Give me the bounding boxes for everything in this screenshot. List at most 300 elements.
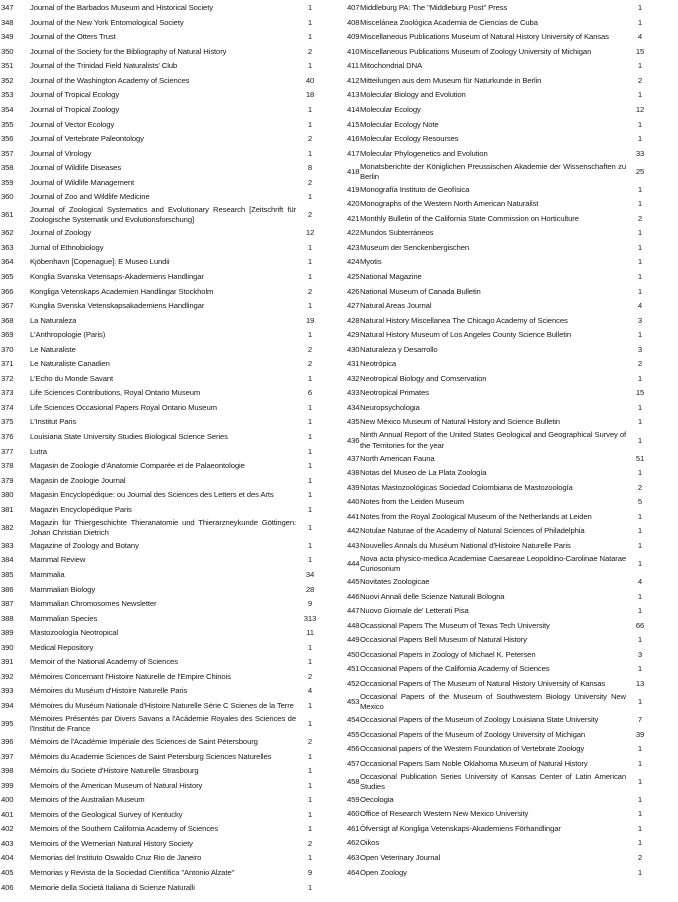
table-row — [0, 16, 330, 31]
record-count: 2 — [307, 46, 313, 56]
table-row — [0, 372, 330, 387]
table-row — [0, 176, 330, 191]
journal-title: Nouvelles Annals du Muséum National d'Histoire Naturelle Paris — [360, 540, 571, 550]
row-number: 355 — [1, 119, 14, 129]
table-row — [330, 793, 678, 808]
journal-title: Mémoires Présentés par Divers Savans a l'Acádemie Royales des Sciences de l'Institut de France — [30, 713, 296, 734]
left-column — [0, 1, 330, 895]
journal-title: Molecular Ecology — [360, 104, 421, 114]
record-count: 2 — [637, 482, 643, 492]
row-number: 425 — [347, 272, 360, 282]
row-number: 360 — [1, 192, 14, 202]
record-count: 1 — [307, 657, 313, 667]
table-row — [0, 314, 330, 329]
record-count: 1 — [307, 475, 313, 485]
row-number: 415 — [347, 119, 360, 129]
record-count: 3 — [637, 315, 643, 325]
table-row — [330, 691, 678, 713]
table-row — [330, 30, 678, 45]
table-row — [0, 459, 330, 474]
row-number: 449 — [347, 635, 360, 645]
row-number: 437 — [347, 453, 360, 463]
row-number: 396 — [1, 737, 14, 747]
row-number: 420 — [347, 199, 360, 209]
journal-title: Novitates Zoologicae — [360, 577, 430, 587]
row-number: 371 — [1, 359, 14, 369]
journal-title: Journal of Wildlife Diseases — [30, 163, 122, 173]
row-number: 379 — [1, 475, 14, 485]
journal-title: Journal of Vertebrate Paleontology — [30, 134, 144, 144]
journal-title: Neotropical Primates — [360, 388, 429, 398]
row-number: 366 — [1, 286, 14, 296]
journal-title: Öfversigt af Kongliga Vetenskaps-Akademiens Förhandlingar — [360, 823, 561, 833]
table-row — [330, 495, 678, 510]
table-row — [0, 779, 330, 794]
journal-title: Journal of Zoology — [30, 228, 92, 238]
table-row — [0, 764, 330, 779]
row-number: 351 — [1, 61, 14, 71]
table-row — [0, 539, 330, 554]
table-row — [330, 619, 678, 634]
table-row — [330, 255, 678, 270]
row-number: 456 — [347, 744, 360, 754]
row-number: 387 — [1, 599, 14, 609]
journal-title: Magazin Encyclopédique Paris — [30, 504, 132, 514]
journal-title: Journal of the Otters Trust — [30, 32, 116, 42]
row-number: 389 — [1, 628, 14, 638]
table-row — [330, 117, 678, 132]
journal-title: Louisiana State University Studies Biological Science Series — [30, 432, 228, 442]
record-count: 1 — [307, 751, 313, 761]
table-row — [0, 146, 330, 161]
record-count: 1 — [307, 432, 313, 442]
journal-title: Journal of Wildlife Management — [30, 177, 135, 187]
table-row — [330, 343, 678, 358]
table-row — [330, 88, 678, 103]
journal-title: Magasin Encyclopédique: ou Journal des Sciences des Letters et des Arts — [30, 490, 274, 500]
journal-title: Mammalia — [30, 570, 65, 579]
table-row — [330, 299, 678, 314]
table-row — [0, 851, 330, 866]
row-number: 377 — [1, 446, 14, 456]
record-count: 1 — [637, 242, 643, 252]
record-count: 19 — [305, 315, 315, 325]
journal-title: Notes from the Royal Zoological Museum of the Netherlands at Leiden — [360, 511, 592, 521]
table-row — [0, 684, 330, 699]
table-row — [0, 328, 330, 343]
row-number: 457 — [347, 758, 360, 768]
record-count: 1 — [637, 17, 643, 27]
table-row — [0, 597, 330, 612]
table-row — [330, 589, 678, 604]
row-number: 427 — [347, 301, 360, 311]
record-count: 313 — [303, 613, 317, 623]
record-count: 1 — [307, 119, 313, 129]
journal-title: Occasional Publication Series University of Kansas Center of Latin American Studies — [360, 771, 626, 791]
record-count: 12 — [635, 104, 645, 114]
record-count: 1 — [307, 402, 313, 412]
journal-title: Mundos Subterráneos — [360, 228, 434, 238]
table-row — [0, 30, 330, 45]
right-column — [330, 1, 678, 895]
record-count: 2 — [307, 286, 313, 296]
journal-title: Monografía Instituto de Geofísica — [360, 184, 470, 194]
journal-title: Memorie della Societá Italiana di Scienze Naturalli — [30, 882, 195, 892]
table-row — [330, 851, 678, 866]
row-number: 380 — [1, 490, 14, 500]
record-count: 8 — [307, 163, 313, 173]
record-count: 1 — [637, 330, 643, 340]
row-number: 430 — [347, 344, 360, 354]
table-row — [330, 430, 678, 452]
table-row — [0, 132, 330, 147]
row-number: 361 — [1, 210, 14, 220]
row-number: 403 — [1, 838, 14, 848]
journal-title: Memoir of the National Academy of Sciences — [30, 657, 178, 667]
record-count: 1 — [307, 824, 313, 834]
journal-title: Magazin für Thiergeschichte Thieranatomie und Thierarzneykunde Göttingen: Johan Christian Dietrich — [30, 517, 296, 537]
journal-title: Oecologia — [360, 794, 394, 804]
row-number: 435 — [347, 417, 360, 427]
journal-title: Lutra — [30, 446, 47, 456]
journal-title: Memoirs of the Australian Museum — [30, 795, 145, 805]
record-count: 1 — [637, 606, 643, 616]
journal-title: Open Veterinary Journal — [360, 852, 441, 862]
row-number: 370 — [1, 344, 14, 354]
table-row — [330, 836, 678, 851]
record-count: 1 — [637, 838, 643, 848]
table-row — [330, 510, 678, 525]
record-count: 2 — [307, 344, 313, 354]
row-number: 398 — [1, 766, 14, 776]
row-number: 429 — [347, 330, 360, 340]
record-count: 4 — [637, 577, 643, 587]
record-count: 40 — [305, 75, 315, 85]
journal-title: Molecular Phylogenetics and Evolution — [360, 148, 488, 158]
table-row — [0, 612, 330, 627]
row-number: 381 — [1, 504, 14, 514]
row-number: 397 — [1, 751, 14, 761]
journal-title: Kunglia Svenska Vetenskapsakademiens Handlingar — [30, 301, 205, 311]
journal-title: Open Zoology — [360, 867, 407, 877]
record-count: 1 — [307, 272, 313, 282]
record-count: 1 — [637, 228, 643, 238]
row-number: 423 — [347, 242, 360, 252]
record-count: 1 — [307, 17, 313, 27]
row-number: 364 — [1, 257, 14, 267]
record-count: 1 — [637, 272, 643, 282]
record-count: 5 — [637, 497, 643, 507]
journal-title: Occasional Papers in Zoology of Michael K. Petersen — [360, 649, 536, 659]
table-row — [0, 582, 330, 597]
row-number: 444 — [347, 558, 360, 568]
row-number: 439 — [347, 482, 360, 492]
row-number: 447 — [347, 606, 360, 616]
journal-title: Magasin de Zoologie d'Anatomie Comparée et de Palaeontologie — [30, 461, 245, 471]
table-row — [330, 539, 678, 554]
journal-title: Kjöbenhavn [Copenague]: E Museo Lundii — [30, 257, 170, 267]
record-count: 1 — [637, 468, 643, 478]
row-number: 383 — [1, 540, 14, 550]
journal-title: Nova acta physico-medica Academiae Caesareae Leopoldino-Carolinae Natarae Curiosorium — [360, 553, 627, 574]
row-number: 454 — [347, 715, 360, 725]
record-count: 4 — [637, 32, 643, 42]
record-count: 1 — [307, 104, 313, 114]
table-row — [330, 742, 678, 757]
journal-title: Le Naturaliste — [30, 344, 76, 354]
record-count: 1 — [637, 867, 643, 877]
table-row — [330, 74, 678, 89]
table-row — [0, 670, 330, 685]
record-count: 1 — [637, 417, 643, 427]
row-number: 358 — [1, 163, 14, 173]
record-count: 1 — [307, 540, 313, 550]
table-row — [330, 270, 678, 285]
table-row — [0, 190, 330, 205]
table-row — [330, 452, 678, 467]
row-number: 406 — [1, 882, 14, 892]
row-number: 459 — [347, 794, 360, 804]
row-number: 404 — [1, 853, 14, 863]
journal-title: Molecular Ecology Note — [360, 119, 439, 129]
journal-title: Medical Repository — [30, 642, 94, 652]
journal-title: Mémoirs du Societe d'Histoire Naturelle Strasbourg — [30, 766, 199, 776]
record-count: 1 — [637, 511, 643, 521]
table-row — [330, 415, 678, 430]
row-number: 392 — [1, 671, 14, 681]
record-count: 34 — [305, 570, 315, 579]
table-row — [0, 655, 330, 670]
table-row — [0, 503, 330, 518]
record-count: 2 — [637, 359, 643, 369]
row-number: 369 — [1, 330, 14, 340]
row-number: 462 — [347, 838, 360, 848]
row-number: 421 — [347, 213, 360, 223]
table-row — [0, 866, 330, 881]
record-count: 1 — [307, 301, 313, 311]
journal-title: Mémoires du Muséum d'Histoire Naturelle Paris — [30, 686, 188, 696]
row-number: 416 — [347, 134, 360, 144]
row-number: 463 — [347, 852, 360, 862]
record-count: 15 — [635, 46, 645, 56]
journal-title: Occasional Papers Sam Noble Oklahoma Museum of Natural History — [360, 758, 588, 768]
record-count: 1 — [637, 257, 643, 267]
record-count: 1 — [307, 330, 313, 340]
journal-title: Ninth Annual Report of the United States Geological and Geographical Survey of the Territories for the year — [360, 430, 626, 450]
record-count: 1 — [307, 373, 313, 383]
row-number: 386 — [1, 584, 14, 594]
table-row — [0, 74, 330, 89]
row-number: 414 — [347, 104, 360, 114]
journal-title: Molecular Biology and Evolution — [360, 90, 466, 100]
record-count: 3 — [637, 649, 643, 659]
row-number: 375 — [1, 417, 14, 427]
table-row — [0, 1, 330, 16]
record-count: 15 — [635, 388, 645, 398]
table-row — [330, 212, 678, 227]
record-count: 33 — [635, 148, 645, 158]
row-number: 357 — [1, 148, 14, 158]
journal-title: Konglia Svanska Vetensaps-Akademiens Handlingar — [30, 272, 204, 282]
journal-title: Occasional papers of the Western Foundation of Vertebrate Zoology — [360, 744, 585, 754]
row-number: 399 — [1, 780, 14, 790]
record-count: 1 — [637, 134, 643, 144]
record-count: 1 — [637, 558, 643, 568]
row-number: 367 — [1, 301, 14, 311]
record-count: 1 — [307, 417, 313, 427]
journal-title: Notas Mastozoológicas Sociedad Colombiana de Mastozoología — [360, 482, 573, 492]
record-count: 1 — [637, 199, 643, 209]
row-number: 440 — [347, 497, 360, 507]
record-count: 1 — [637, 635, 643, 645]
row-number: 350 — [1, 46, 14, 56]
journal-title: Museum der Senckenbergischen — [360, 242, 470, 252]
table-row — [0, 488, 330, 503]
journal-title: Mitteilungen aus dem Museum für Naturkunde in Berlin — [360, 75, 542, 85]
table-row — [0, 103, 330, 118]
table-row — [0, 255, 330, 270]
table-row — [0, 270, 330, 285]
record-count: 9 — [307, 867, 313, 877]
record-count: 2 — [637, 75, 643, 85]
record-count: 2 — [307, 134, 313, 144]
journal-title: Journal of the Washington Academy of Sciences — [30, 75, 190, 85]
row-number: 410 — [347, 46, 360, 56]
record-count: 1 — [307, 766, 313, 776]
row-number: 431 — [347, 359, 360, 369]
record-count: 1 — [307, 242, 313, 252]
table-row — [0, 117, 330, 132]
table-row — [330, 633, 678, 648]
table-row — [0, 284, 330, 299]
table-row — [0, 88, 330, 103]
row-number: 448 — [347, 620, 360, 630]
record-count: 4 — [637, 301, 643, 311]
journal-title: Occasional Papers of the Museum of Zoology University of Michigan — [360, 729, 586, 739]
table-row — [0, 45, 330, 60]
row-number: 405 — [1, 867, 14, 877]
row-number: 401 — [1, 809, 14, 819]
table-row — [0, 401, 330, 416]
row-number: 363 — [1, 242, 14, 252]
row-number: 349 — [1, 32, 14, 42]
record-count: 1 — [307, 257, 313, 267]
record-count: 51 — [635, 453, 645, 463]
journal-title: Monthly Bulletin of the California State Commission on Horticulture — [360, 213, 579, 223]
row-number: 461 — [347, 823, 360, 833]
table-row — [0, 699, 330, 714]
journal-title: L'Echo du Monde Savant — [30, 373, 114, 383]
journal-title: Mémoires Concernant l'Histoire Naturelle de l'Empire Chinois — [30, 671, 231, 681]
table-row — [0, 241, 330, 256]
row-number: 372 — [1, 373, 14, 383]
record-count: 1 — [307, 32, 313, 42]
table-row — [330, 59, 678, 74]
record-count: 1 — [637, 61, 643, 71]
row-number: 391 — [1, 657, 14, 667]
table-row — [0, 568, 330, 583]
record-count: 1 — [637, 286, 643, 296]
table-row — [330, 713, 678, 728]
table-row — [0, 357, 330, 372]
record-count: 1 — [307, 522, 313, 532]
table-row — [330, 226, 678, 241]
record-count: 1 — [307, 882, 313, 892]
journal-title: Monographs of the Western North American Naturalist — [360, 199, 539, 209]
record-count: 1 — [637, 3, 643, 13]
journal-title: Notulae Naturae of the Academy of Natural Sciences of Philadelphia — [360, 526, 585, 536]
record-count: 28 — [305, 584, 315, 594]
record-count: 1 — [637, 823, 643, 833]
record-count: 1 — [637, 540, 643, 550]
record-count: 1 — [637, 744, 643, 754]
record-count: 1 — [637, 776, 643, 786]
record-count: 12 — [305, 228, 315, 238]
journal-title: Occasional Papers of The Museum of Natural History University of Kansas — [360, 678, 606, 688]
table-row — [330, 771, 678, 793]
record-count: 39 — [635, 729, 645, 739]
record-count: 2 — [307, 671, 313, 681]
journal-title: Ocassional Papers The Museum of Texas Tech University — [360, 620, 550, 630]
journal-title: Jurnal of Ethnobiology — [30, 242, 104, 252]
row-number: 424 — [347, 257, 360, 267]
journal-title: Journal of the New York Entomological Society — [30, 17, 184, 27]
row-number: 373 — [1, 388, 14, 398]
row-number: 419 — [347, 184, 360, 194]
table-row — [330, 357, 678, 372]
table-row — [330, 727, 678, 742]
journal-title: Neotropical Biology and Comservation — [360, 373, 487, 383]
row-number: 376 — [1, 432, 14, 442]
row-number: 348 — [1, 17, 14, 27]
row-number: 352 — [1, 75, 14, 85]
journal-title: Miscellaneous Publications Museum of Zoology University of Michigan — [360, 46, 592, 56]
record-count: 25 — [635, 166, 645, 176]
journal-title: Magasin de Zoologie Journal — [30, 475, 126, 485]
journal-title: Mammalian Species — [30, 613, 98, 623]
row-number: 432 — [347, 373, 360, 383]
record-count: 1 — [637, 90, 643, 100]
journal-title: Natural History Miscellanea The Chicago Academy of Sciences — [360, 315, 568, 325]
journal-title: Journal of the Society for the Bibliography of Natural History — [30, 46, 227, 56]
table-row — [0, 299, 330, 314]
table-row — [330, 103, 678, 118]
table-row — [0, 161, 330, 176]
journal-title: Nuovi Annali delle Scienze Naturali Bologna — [360, 591, 505, 601]
table-row — [330, 648, 678, 663]
journal-title: Nuovo Giornale de' Letterati Pisa — [360, 606, 469, 616]
row-number: 433 — [347, 388, 360, 398]
table-row — [330, 197, 678, 212]
journal-title: Miscellaneous Publications Museum of Natural History University of Kansas — [360, 32, 609, 42]
row-number: 365 — [1, 272, 14, 282]
journal-title: Oikos — [360, 838, 380, 848]
record-count: 1 — [307, 853, 313, 863]
row-number: 402 — [1, 824, 14, 834]
record-count: 1 — [307, 809, 313, 819]
journal-title: Memorias y Revista de la Sociedad Científica "Antonio Alzate" — [30, 867, 235, 877]
row-number: 353 — [1, 90, 14, 100]
record-count: 1 — [307, 795, 313, 805]
table-row — [0, 59, 330, 74]
record-count: 1 — [307, 504, 313, 514]
record-count: 1 — [307, 700, 313, 710]
journal-title: Notes from the Leiden Museum — [360, 497, 464, 507]
journal-title: Occasional Papers of the Museum of Zoology Louisiana State University — [360, 715, 599, 725]
row-number: 388 — [1, 613, 14, 623]
table-row — [0, 553, 330, 568]
row-number: 354 — [1, 104, 14, 114]
